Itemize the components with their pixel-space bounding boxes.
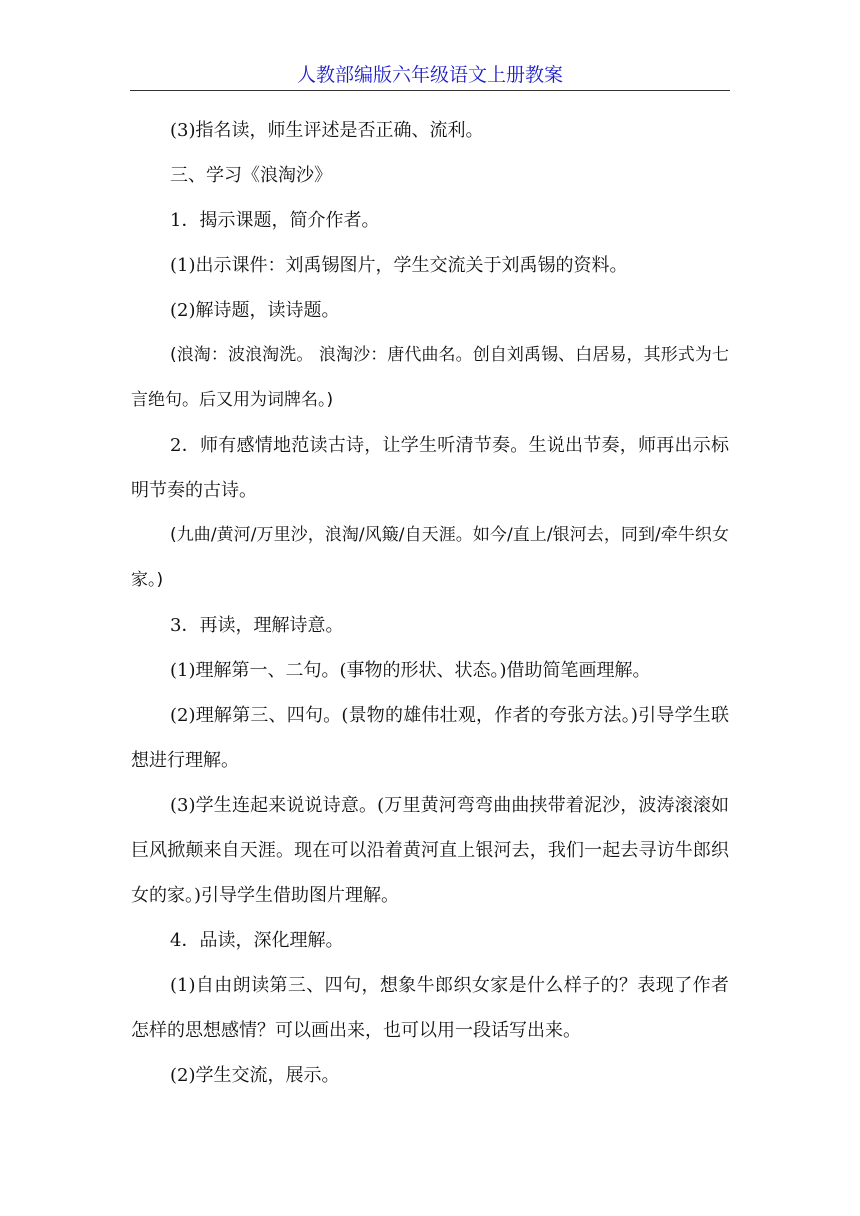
paragraph: (2)学生交流，展示。: [170, 1065, 340, 1086]
document-body: [131, 108, 729, 1098]
step-heading: 4．品读，深化理解。: [170, 930, 344, 951]
step-heading: 1．揭示课题，简介作者。: [170, 210, 380, 231]
paragraph: (1)自由朗读第三、四句，想象牛郎织女家是什么样子的？表现了作者怎样的思想感情？可以画出来，也可以用一段话写出来。: [131, 975, 729, 1041]
paragraph: (2)解诗题，读诗题。: [170, 300, 340, 321]
page-header: [130, 62, 730, 91]
section-heading: 三、学习《浪淘沙》: [170, 165, 332, 186]
paragraph: (2)理解第三、四句。(景物的雄伟壮观，作者的夸张方法。)引导学生联想进行理解。: [131, 705, 729, 771]
header-title: 人教部编版六年级语文上册教案: [296, 64, 563, 86]
paragraph: (3)指名读，师生评述是否正确、流利。: [170, 120, 484, 141]
step-heading: 2．师有感情地范读古诗，让学生听清节奏。生说出节奏，师再出示标明节奏的古诗。: [131, 435, 729, 501]
poem-rhythm: (九曲/黄河/万里沙，浪淘/风簸/自天涯。如今/直上/银河去，同到/牵牛织女家。): [131, 525, 729, 590]
annotation-note: (浪淘：波浪淘洗。 浪淘沙：唐代曲名。创自刘禹锡、白居易，其形式为七言绝句。后又用为词牌名。): [131, 345, 729, 410]
step-heading: 3．再读，理解诗意。: [170, 615, 344, 636]
paragraph: (1)理解第一、二句。(事物的形状、状态。)借助简笔画理解。: [170, 660, 651, 681]
paragraph: (1)出示课件：刘禹锡图片，学生交流关于刘禹锡的资料。: [170, 255, 628, 276]
paragraph: (3)学生连起来说说诗意。(万里黄河弯弯曲曲挟带着泥沙，波涛滚滚如巨风掀颠来自天涯。现在可以沿着黄河直上银河去，我们一起去寻访牛郎织女的家。)引导学生借助图片理解。: [131, 795, 729, 906]
